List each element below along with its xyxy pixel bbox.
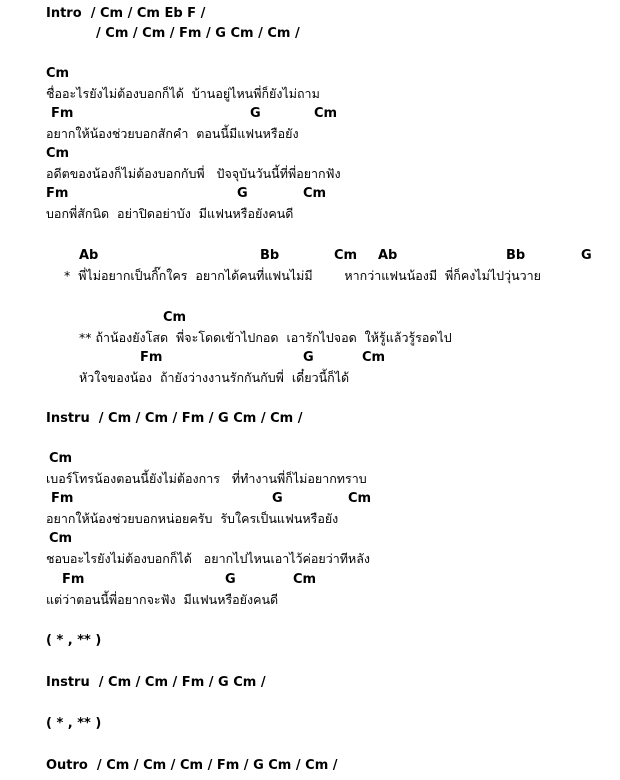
intro-line-2: / Cm / Cm / Fm / G Cm / Cm / xyxy=(96,26,300,41)
chord: Fm xyxy=(62,572,85,587)
lyric-line: บอกพี่สักนิด อย่าปิดอย่าบัง มีแฟนหรือยังคนดี xyxy=(46,206,294,221)
chord: Cm xyxy=(314,106,338,121)
chord: Cm xyxy=(362,350,386,365)
lyric-line: เบอร์โทรน้องตอนนี้ยังไม่ต้องการ ที่ทำงานพี่ก็ไม่อยากทราบ xyxy=(46,471,367,486)
intro-line: Intro / Cm / Cm Eb F / xyxy=(46,6,206,21)
chord: Cm xyxy=(49,531,73,546)
lyric-line: ชอบอะไรยังไม่ต้องบอกก็ได้ อยากไปไหนเอาไว้ค่อยว่าทีหลัง xyxy=(46,551,371,566)
repeat-marker: ( * , ** ) xyxy=(46,716,102,731)
chord: G xyxy=(250,106,261,121)
chord: Bb xyxy=(260,248,280,263)
chord: Bb xyxy=(506,248,526,263)
chord: G xyxy=(272,491,283,506)
chord: Cm xyxy=(46,146,70,161)
lyric-line: อดีตของน้องก็ไม่ต้องบอกกับพี่ ปัจจุบันวันนี้ที่พี่อยากฟัง xyxy=(46,166,341,181)
lyric-line: อยากให้น้องช่วยบอกสักคำ ตอนนี้มีแฟนหรือยัง xyxy=(46,126,299,141)
lyric-line: แต่ว่าตอนนี้พี่อยากจะฟัง มีแฟนหรือยังคนดี xyxy=(46,592,279,607)
chord: Fm xyxy=(51,106,74,121)
lyric-line: ** ถ้าน้องยังโสด พี่จะโดดเข้าไปกอด เอารักไปจอด ให้รู้แล้วรู้รอดไป xyxy=(79,330,452,345)
chord: G xyxy=(225,572,236,587)
chord: Cm xyxy=(293,572,317,587)
chord: Cm xyxy=(163,310,187,325)
chord: Cm xyxy=(348,491,372,506)
lyric-line: หัวใจของน้อง ถ้ายังว่างงานรักกันกับพี่ เดี๋ยวนี้ก็ได้ xyxy=(79,370,350,385)
instru-line: Instru / Cm / Cm / Fm / G Cm / Cm / xyxy=(46,411,303,426)
chord: Cm xyxy=(303,186,327,201)
lyric-line: ชื่ออะไรยังไม่ต้องบอกก็ได้ บ้านอยู่ไหนพี่ก็ยังไม่ถาม xyxy=(46,86,320,101)
repeat-marker: ( * , ** ) xyxy=(46,633,102,648)
lyric-line: * พี่ไม่อยากเป็นกิ๊กใคร อยากได้คนที่แฟนไม่มี หากว่าแฟนน้องมี พี่ก็คงไม่ไปวุ่นวาย xyxy=(64,268,541,283)
chord: Ab xyxy=(378,248,398,263)
chord: Fm xyxy=(46,186,69,201)
chord: Fm xyxy=(51,491,74,506)
chord: Cm xyxy=(49,451,73,466)
chord: G xyxy=(303,350,314,365)
chord: G xyxy=(237,186,248,201)
outro-line: Outro / Cm / Cm / Cm / Fm / G Cm / Cm / xyxy=(46,758,338,773)
chord: Fm xyxy=(140,350,163,365)
lyric-line: อยากให้น้องช่วยบอกหน่อยครับ รับใครเป็นแฟนหรือยัง xyxy=(46,511,339,526)
chord: Cm xyxy=(46,66,70,81)
chord: G xyxy=(581,248,592,263)
instru-line: Instru / Cm / Cm / Fm / G Cm / xyxy=(46,675,266,690)
chord: Cm xyxy=(334,248,358,263)
chord: Ab xyxy=(79,248,99,263)
